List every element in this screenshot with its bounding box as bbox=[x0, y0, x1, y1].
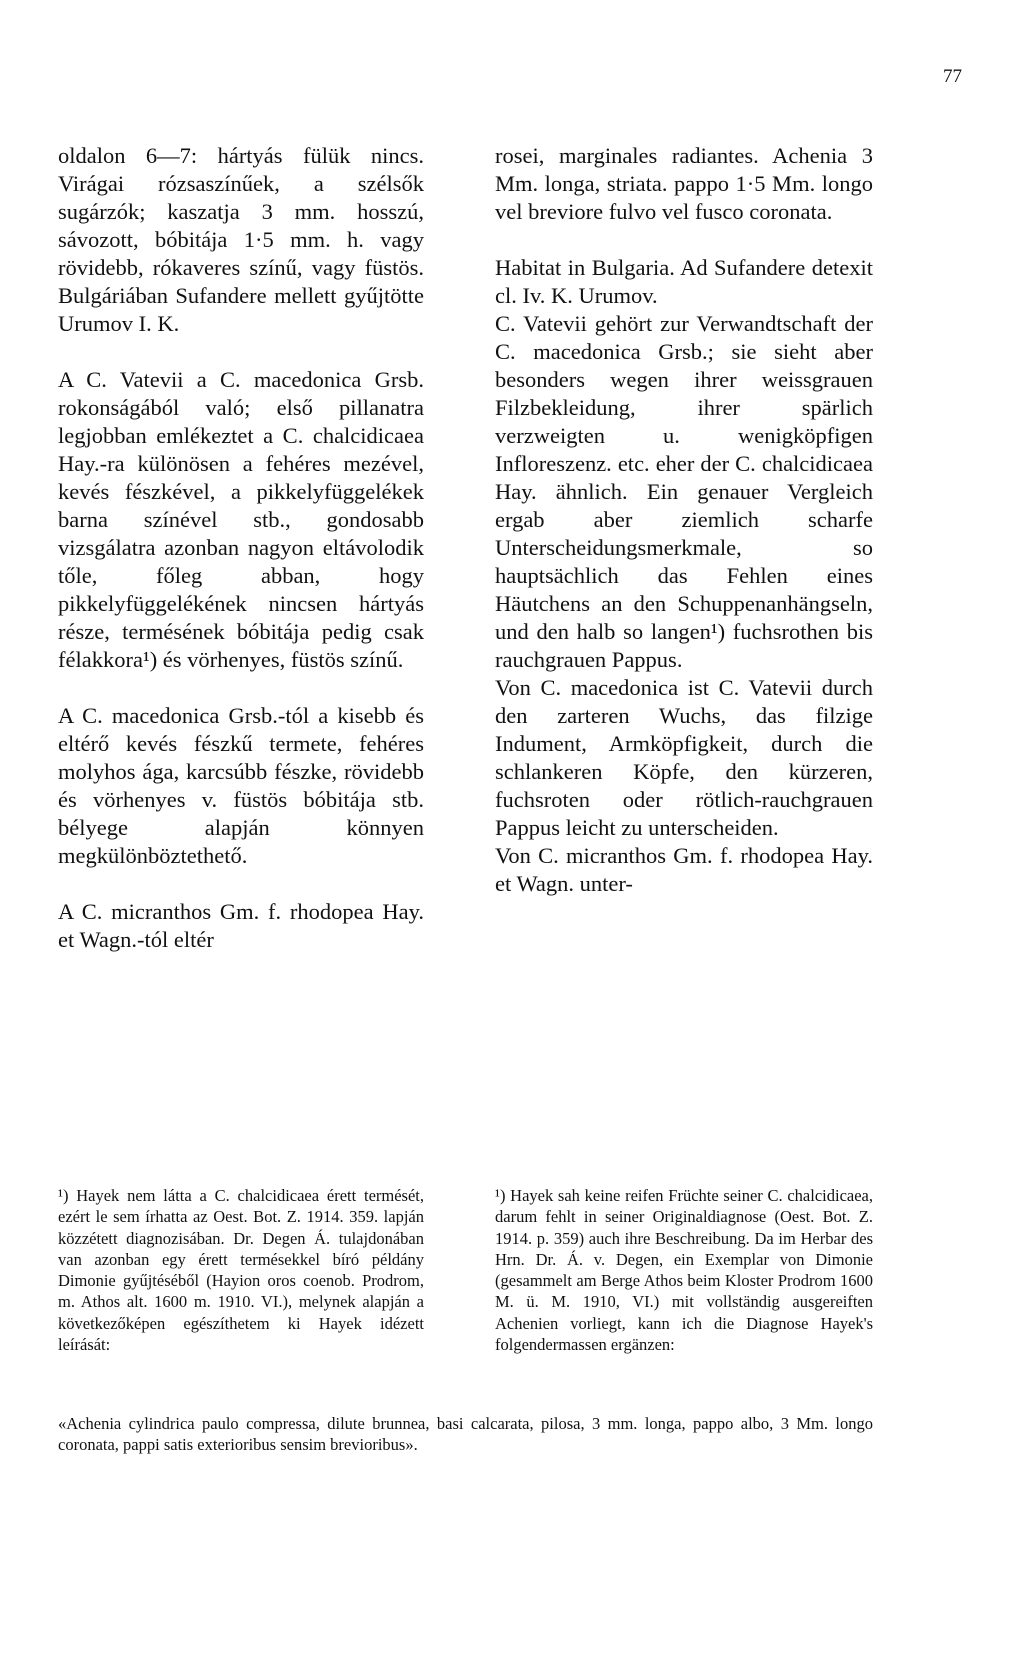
footnote-hungarian bbox=[58, 1185, 424, 1355]
hu-paragraph-3: A C. macedonica Grsb.-tól a kisebb és eltérő kevés fészkű termete, fehéres molyhos ága, karcsúbb fészke, rövidebb és vörhenyes v. füstös bóbitája stb. bélyege alapján könnyen megkülönböztethető. bbox=[58, 703, 424, 868]
page-number: 77 bbox=[943, 66, 962, 87]
hu-paragraph-4: A C. micranthos Gm. f. rhodopea Hay. et Wagn.-tól eltér bbox=[58, 899, 424, 952]
hu-paragraph-2: A C. Vatevii a C. macedonica Grsb. rokonságából való; első pillanatra legjobban emlékeztet a C. chalcidicaea Hay.-ra különösen a fehéres mezével, kevés fészkével, a pikkelyfüggelékek barna színével stb., gondosabb vizsgálatra azonban nagyon eltávolodik tőle, főleg abban, hogy pikkelyfüggelékének nincsen hártyás része, termésének bóbitája pedig csak félakkora¹) és vörhenyes, füstös színű. bbox=[58, 367, 424, 672]
la-paragraph-1: rosei, marginales radiantes. Achenia 3 Mm. longa, striata. pappo 1·5 Mm. longo vel breviore fulvo vel fusco coronata. bbox=[495, 143, 873, 224]
latin-german-column bbox=[495, 142, 873, 898]
de-paragraph-1: C. Vatevii gehört zur Verwandtschaft der C. macedonica Grsb.; sie sieht aber besonders wegen ihrer weissgrauen Filzbekleidung, ihrer spärlich verzweigten u. wenigköpfigen Infloreszenz. etc. eher der C. chalcidicaea Hay. ähnlich. Ein genauer Vergleich ergab aber ziemlich scharfe Unterscheidungsmerkmale, so hauptsächlich das Fehlen eines Häutchens an den Schuppenanhängseln, und den halb so langen¹) fuchsrothen bis rauchgrauen Pappus. bbox=[495, 311, 873, 672]
footnote-german bbox=[495, 1185, 873, 1355]
latin-diagnosis-quote: «Achenia cylindrica paulo compressa, dilute brunnea, basi calcarata, pilosa, 3 mm. longa, pappo albo, 3 Mm. longo coronata, pappi satis exterioribus sensim brevioribus». bbox=[58, 1414, 873, 1455]
hu-paragraph-1: oldalon 6—7: hártyás fülük nincs. Virágai rózsaszínűek, a szélsők sugárzók; kaszatja 3 mm. hosszú, sávozott, bóbitája 1·5 mm. h. vagy rövidebb, rókaveres színű, vagy füstös. Bulgáriában Sufandere mellett gyűjtötte Urumov I. K. bbox=[58, 143, 424, 336]
de-paragraph-3: Von C. micranthos Gm. f. rhodopea Hay. et Wagn. unter- bbox=[495, 843, 873, 896]
la-paragraph-2: Habitat in Bulgaria. Ad Sufandere detexit cl. Iv. K. Urumov. bbox=[495, 255, 873, 308]
hungarian-column bbox=[58, 142, 424, 954]
footnote-de-text: ¹) Hayek sah keine reifen Früchte seiner C. chalcidicaea, darum fehlt in seiner Originaldiagnose (Oest. Bot. Z. 1914. p. 359) auch ihre Beschreibung. Da im Herbar des Hrn. Dr. Á. v. Degen, ein Exemplar von Dimonie (gesammelt am Berge Athos beim Kloster Prodrom 1600 M. ü. M. 1910, VI.) mit vollständig ausgereiften Achenien vorliegt, kann ich die Diagnose Hayek's folgendermassen ergänzen: bbox=[495, 1186, 873, 1355]
de-paragraph-2: Von C. macedonica ist C. Vatevii durch den zarteren Wuchs, das filzige Indument, Armköpfigkeit, durch die schlankeren Köpfe, den kürzeren, fuchsroten oder rötlich-rauchgrauen Pappus leicht zu unterscheiden. bbox=[495, 675, 873, 840]
footnote-hu-text: ¹) Hayek nem látta a C. chalcidicaea érett termését, ezért le sem írhatta az Oest. Bot. Z. 1914. 359. lapján közzétett diagnozisában. Dr. Degen Á. tulajdonában van azonban egy érett termésekkel bíró példány Dimonie gyűjtéséből (Hayion oros coenob. Prodrom, m. Athos alt. 1600 m. 1910. VI.), melynek alapján a következőképen egészíthetem ki Hayek idézett leírását: bbox=[58, 1186, 424, 1355]
